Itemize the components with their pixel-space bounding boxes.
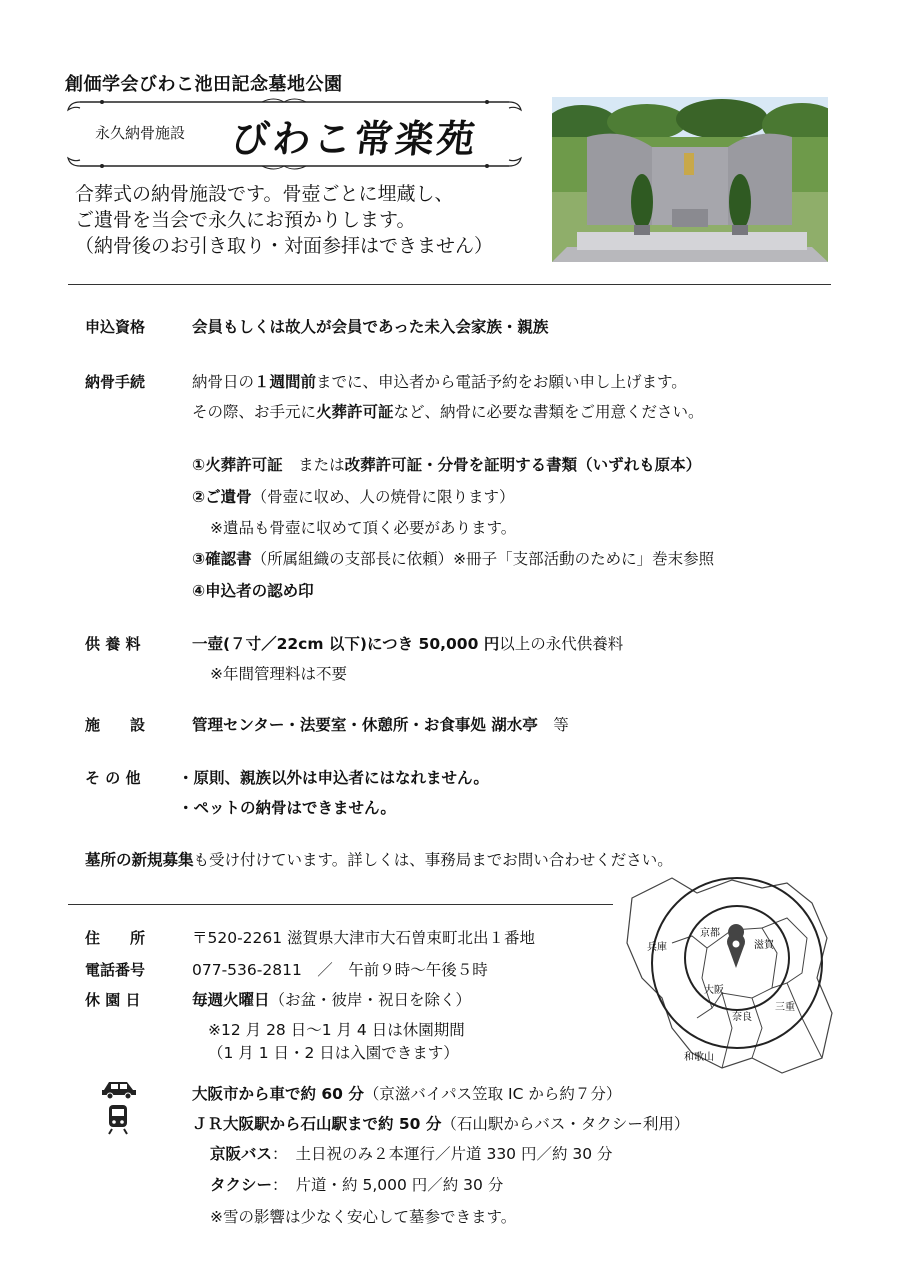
qualification-label: 申込資格: [85, 318, 146, 336]
document-item-2: [192, 485, 515, 507]
closed-exceptions: （お盆・彼岸・祝日を除く）: [269, 991, 472, 1009]
closed-text: [192, 988, 471, 1010]
document-item-2a: ②ご遺骨: [192, 488, 252, 506]
qualification-text: 会員もしくは故人が会員であった未入会家族・親族: [192, 318, 549, 336]
access-bus-sep: ：: [272, 1145, 288, 1163]
location-map: [612, 868, 837, 1078]
document-item-3b: （所属組織の支部長に依頼）※冊子「支部活動のために」巻末参照: [251, 550, 715, 568]
fee-amount: 一壺(７寸／22cm 以下)につき 50,000 円: [192, 635, 500, 653]
facility-photo: [552, 97, 828, 262]
procedure-label: 納骨手続: [85, 373, 146, 391]
procedure-line-2: [192, 400, 704, 422]
access-taxi-sep: ：: [272, 1176, 288, 1194]
phone-text: 077-536-2811 ／ 午前９時～午後５時: [192, 961, 488, 979]
fee-text: [192, 632, 623, 654]
access-bus-label: 京阪バス: [210, 1145, 273, 1163]
document-item-2-note: ※遺品も骨壺に収めて頂く必要があります。: [210, 519, 517, 537]
divider-bottom: [68, 904, 613, 905]
page-title: びわこ常楽苑: [229, 116, 481, 161]
facilities-suffix: 等: [537, 716, 569, 734]
document-item-1: [192, 453, 701, 475]
document-item-4: ④申込者の認め印: [192, 582, 314, 600]
address-text: 〒520-2261 滋賀県大津市大石曽束町北出１番地: [192, 929, 536, 947]
procedure-deadline: １週間前: [254, 373, 317, 391]
title-subtitle: 永久納骨施設: [95, 124, 186, 142]
procedure-line-2c: など、納骨に必要な書類をご用意ください。: [393, 403, 704, 421]
map-label-hyogo: 兵庫: [647, 942, 667, 953]
document-item-1a: ①火葬許可証: [192, 456, 283, 474]
document-item-3: [192, 547, 714, 569]
closed-note-2: （1 月 1 日・2 日は入園できます）: [208, 1044, 459, 1062]
access-taxi-label: タクシー: [210, 1176, 273, 1194]
access-bus: [210, 1142, 613, 1164]
train-icon: [107, 1103, 129, 1139]
fee-suffix: 以上の永代供養料: [499, 635, 624, 653]
other-item-1: ・原則、親族以外は申込者にはなれません。: [178, 769, 489, 787]
closed-note-1: ※12 月 28 日～1 月 4 日は休園期間: [208, 1021, 465, 1039]
address-label: 住 所: [85, 929, 146, 947]
access-car-time: 大阪市から車で約 60 分: [192, 1085, 364, 1103]
map-label-shiga: 滋賀: [754, 940, 774, 951]
facilities-list: 管理センター・法要室・休憩所・お食事処 湖水亭: [192, 716, 538, 734]
access-taxi-text: 片道・約 5,000 円／約 30 分: [295, 1176, 504, 1194]
facilities-label: 施 設: [85, 716, 146, 734]
intro-line-3: （納骨後のお引き取り・対面参拝はできません）: [75, 235, 494, 257]
access-train-time: ＪＲ大阪駅から石山駅まで約 50 分: [192, 1115, 442, 1133]
map-label-mie: 三重: [775, 1002, 795, 1013]
intro-line-2: ご遺骨を当会で永久にお預かりします。: [75, 209, 416, 231]
closed-label: 休 園 日: [85, 991, 141, 1009]
document-item-1b: または: [282, 456, 345, 474]
access-car-detail: （京滋バイパス笠取 IC から約７分）: [363, 1085, 622, 1103]
document-item-3a: ③確認書: [192, 550, 252, 568]
car-icon: [100, 1079, 138, 1103]
kansai-map-image: [612, 868, 837, 1078]
fee-label: 供 養 料: [85, 635, 141, 653]
map-label-osaka: 大阪: [704, 985, 724, 996]
map-label-kyoto: 京都: [700, 928, 720, 939]
recruitment-note: [85, 848, 673, 870]
other-label: そ の 他: [85, 769, 141, 787]
other-item-2: ・ペットの納骨はできません。: [178, 799, 396, 817]
intro-line-1: 合葬式の納骨施設です。骨壺ごとに埋蔵し、: [75, 183, 454, 205]
divider-top: [68, 284, 831, 285]
document-item-2b: （骨壺に収め、人の焼骨に限ります）: [251, 488, 515, 506]
organization-name: 創価学会びわこ池田記念墓地公園: [65, 74, 343, 95]
access-snow-note: ※雪の影響は少なく安心して墓参できます。: [210, 1208, 517, 1226]
facilities-text: [192, 713, 569, 735]
procedure-line-1: [192, 370, 687, 392]
cremation-permit: 火葬許可証: [316, 403, 394, 421]
access-car: [192, 1082, 621, 1104]
map-label-wakayama: 和歌山: [684, 1052, 714, 1063]
access-train-detail: （石山駅からバス・タクシー利用）: [441, 1115, 690, 1133]
fee-note: ※年間管理料は不要: [210, 665, 347, 683]
recruitment-rest: も受け付けています。詳しくは、事務局までお問い合わせください。: [193, 851, 673, 869]
recruitment-bold: 墓所の新規募集: [85, 851, 194, 869]
closed-day: 毎週火曜日: [192, 991, 270, 1009]
access-bus-text: 土日祝のみ２本運行／片道 330 円／約 30 分: [295, 1145, 613, 1163]
procedure-line-2a: その際、お手元に: [192, 403, 317, 421]
document-item-1c: 改葬許可証・分骨を証明する書類（いずれも原本）: [344, 456, 702, 474]
procedure-line-1a: 納骨日の: [192, 373, 255, 391]
location-pin-icon: [727, 933, 745, 968]
phone-label: 電話番号: [85, 961, 146, 979]
ossuary-monument-image: [552, 97, 828, 262]
procedure-line-1c: までに、申込者から電話予約をお願い申し上げます。: [316, 373, 687, 391]
access-train: [192, 1112, 689, 1134]
access-taxi: [210, 1173, 503, 1195]
map-label-nara: 奈良: [732, 1012, 752, 1023]
